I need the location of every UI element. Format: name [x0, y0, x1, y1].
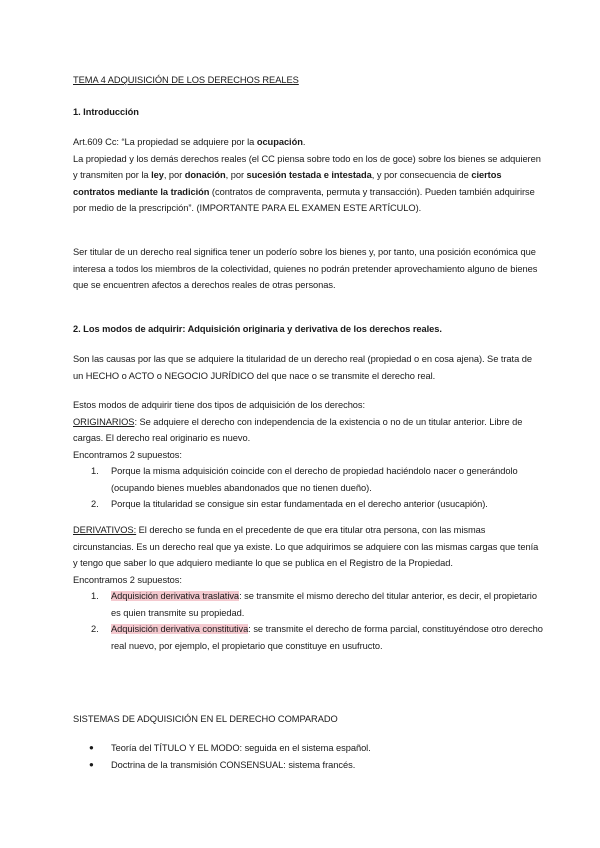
list-number: 2.	[91, 624, 99, 634]
bullet-icon: ●	[89, 759, 94, 769]
text-run: (contratos de compraventa, permuta y transacción). Pueden también adquirirse por medio de la prescripción”. (IMPORTANTE PARA EL EXAMEN ESTE ARTÍCULO).	[73, 186, 535, 213]
originarios-paragraph	[73, 414, 543, 447]
list-number: 1.	[91, 591, 99, 601]
section-3-heading: SISTEMAS DE ADQUISICIÓN EN EL DERECHO COMPARADO	[73, 714, 338, 724]
tipos-block	[73, 397, 543, 513]
bold-run: ciertos contratos mediante la tradición	[73, 170, 502, 197]
list-item-text: : se transmite el derecho de forma parcial, constituyéndose otro derecho real nuevo, por ejemplo, el propietario que constituye en usufructo.	[111, 624, 543, 651]
bullet-icon: ●	[89, 743, 94, 752]
originarios-list	[73, 463, 543, 513]
derivativos-list	[73, 588, 543, 654]
text-run: La propiedad y los demás derechos reales (el CC piensa sobre todo en los de goce) sobre los bienes se adquieren y transmiten por la	[73, 153, 541, 180]
derivativos-paragraph	[73, 522, 543, 572]
list-item	[73, 621, 543, 654]
titular-paragraph: Ser titular de un derecho real significa tener un poderío sobre los bienes y, por tanto, una posición económica que interesa a todos los miembros de la colectividad, quienes no podrán pretender aprovechamiento alguno de bienes que se encuentren afectos a derechos reales de otras personas.	[73, 247, 538, 290]
originarios-supuestos: Encontramos 2 supuestos:	[73, 449, 182, 460]
text-run: , por	[163, 170, 185, 180]
list-item	[73, 588, 543, 621]
list-item-text: Porque la titularidad se consigue sin estar fundamentada en el derecho anterior (usucapión).	[111, 499, 488, 509]
section-2-heading: 2. Los modos de adquirir: Adquisición originaria y derivativa de los derechos reales.	[73, 324, 442, 334]
section-1-heading: 1. Introducción	[73, 107, 139, 117]
article-609-paragraph	[73, 134, 543, 217]
tipos-intro: Estos modos de adquirir tiene dos tipos de adquisición de los derechos:	[73, 400, 366, 410]
list-item-text: : se transmite el mismo derecho del titular anterior, es decir, el propietario es quien transmite su propiedad.	[111, 591, 537, 618]
derivativos-block	[73, 522, 543, 654]
list-item-text: Teoría del TÍTULO Y EL MODO: seguida en el sistema español.	[111, 743, 371, 753]
list-item	[73, 463, 543, 496]
article-609-body	[73, 151, 543, 217]
bold-run: donación	[184, 170, 226, 180]
list-item	[73, 740, 543, 757]
derivativos-supuestos: Encontramos 2 supuestos:	[73, 574, 182, 585]
modos-paragraph: Son las causas por las que se adquiere la titularidad de un derecho real (propiedad o en cosa ajena). Se trata de un HECHO o ACTO o NEGOCIO JURÍDICO del que nace o se transmite el derecho real.	[73, 354, 532, 381]
article-609-line	[73, 134, 543, 151]
text-run: El derecho se funda en el precedente de que era titular otra persona, con las mismas circunstancias. Es un derecho real que ya existe. Lo que adquirimos se adquiere con las mismas cargas que tenía y tengo que saber lo que adquiero mediante lo que se publica en el Registro de la Propiedad.	[73, 525, 539, 568]
list-item	[73, 757, 543, 774]
sistemas-list	[73, 740, 543, 773]
text-run: : Se adquiere el derecho con independencia de la existencia o no de un titular anterior. Libre de cargas. El derecho real originario es nuevo.	[73, 416, 523, 443]
list-number: 2.	[91, 499, 99, 509]
text-run: Art.609 Cc: “La propiedad se adquiere por la	[73, 137, 257, 147]
highlighted-text: Adquisición derivativa constitutiva	[111, 624, 249, 634]
list-item-text: Doctrina de la transmisión CONSENSUAL: sistema francés.	[111, 759, 356, 770]
list-number: 1.	[91, 466, 99, 476]
bold-run: ley	[151, 170, 164, 180]
derivativos-label: DERIVATIVOS:	[73, 525, 137, 535]
text-run: .	[302, 137, 306, 147]
text-run: , y por consecuencia de	[371, 170, 472, 180]
highlighted-text: Adquisición derivativa traslativa	[111, 591, 240, 601]
bold-run: sucesión testada e intestada	[246, 170, 372, 180]
list-item	[73, 496, 543, 513]
list-item-text: Porque la misma adquisición coincide con el derecho de propiedad haciéndolo nacer o generándolo (ocupando bienes muebles abandonados que no tienen dueño).	[111, 466, 518, 493]
text-run: , por	[225, 170, 247, 180]
originarios-label: ORIGINARIOS	[73, 416, 135, 427]
bold-run: ocupación	[256, 137, 303, 147]
document-title: TEMA 4 ADQUISICIÓN DE LOS DERECHOS REALES	[73, 75, 299, 85]
